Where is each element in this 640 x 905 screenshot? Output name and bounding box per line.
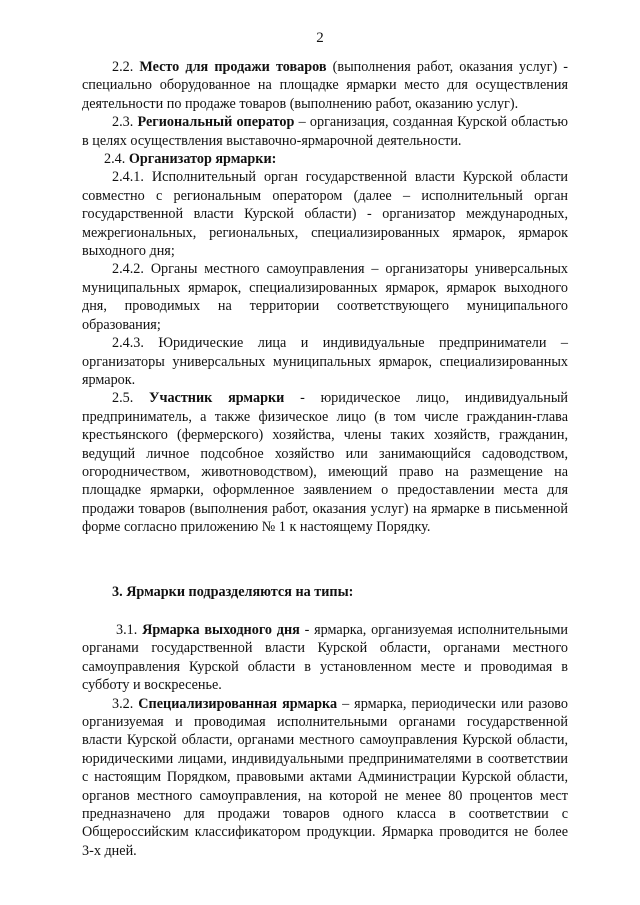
section-3-heading xyxy=(82,583,568,601)
clause-number: 2.3. xyxy=(112,114,134,131)
clause-number: 3.2. xyxy=(112,695,134,712)
clause-number: 3.1. xyxy=(116,621,138,638)
paragraph-2-4-1: 2.4.1. Исполнительный орган государственной власти Курской области совместно с региональным оператором (далее – исполнительный орган государственной власти Курской области) - организатор международных, межрегиональных, региональных, специализированных ярмарок, ярмарок выходного дня; xyxy=(82,169,568,260)
clause-number: 2.2. xyxy=(112,59,134,75)
paragraph-3-2 xyxy=(82,695,568,861)
defined-term: Специализированная ярмарка xyxy=(138,695,338,712)
clause-number: 2.4. xyxy=(104,151,126,168)
defined-term: Участник ярмарки xyxy=(149,390,285,407)
definition-text: – организация, созданная Курской областью в целях осуществления выставочно-ярмарочной деятельности. xyxy=(82,114,569,149)
definition-text: - ярмарка, организуемая исполнительными органами государственной власти Курской области, органами местного самоуправления Курской области в установленном месте и проводимая в субботу и воскресенье. xyxy=(82,621,568,694)
defined-term: Место для продажи товаров xyxy=(139,59,327,75)
paragraph-2-5 xyxy=(82,389,568,536)
paragraph-2-4 xyxy=(82,150,568,168)
defined-term: Региональный оператор xyxy=(137,114,295,131)
definition-text: (выполнения работ, оказания услуг) - специально оборудованное на площадке ярмарки место для осуществления деятельности по продаже товаров (выполнению работ, оказанию услуг). xyxy=(82,59,569,112)
paragraph-3-1 xyxy=(82,621,568,695)
document-body xyxy=(82,58,568,860)
paragraph-2-4-2: 2.4.2. Органы местного самоуправления – организаторы универсальных муниципальных ярмарок, специализированных ярмарок, ярмарок выходного дня, проводимых на территории соответствующего муниципального образования; xyxy=(82,261,568,333)
page-number: 2 xyxy=(316,30,324,46)
paragraph-2-3 xyxy=(82,113,568,150)
paragraph-2-4-3: 2.4.3. Юридические лица и индивидуальные предприниматели – организаторы универсальных муниципальных ярмарок, специализированных ярмарок. xyxy=(82,335,568,388)
section-heading-text: 3. Ярмарки подразделяются на типы: xyxy=(112,583,354,600)
defined-term: Организатор ярмарки: xyxy=(128,151,277,168)
paragraph-2-2 xyxy=(82,58,568,113)
definition-text: – ярмарка, периодически или разово организуемая и проводимая исполнительными органами государственной власти Курской области, органами местного самоуправления Курской области, юридическими лицами, индивидуальными предпринимателями в соответствии с настоящим Порядком, правовыми актами Администрации Курской области, органов местного самоуправления, на которой не менее 80 процентов мест предназначено для продажи товаров одного класса в соответствии с Общероссийским классификатором продукции. Ярмарка проводится не более 3-х дней. xyxy=(82,695,568,859)
clause-number: 2.5. xyxy=(112,390,134,407)
definition-text: - юридическое лицо, индивидуальный предприниматель, а также физическое лицо (в том числе гражданин-глава крестьянского (фермерского) хозяйства, члены таких хозяйств, гражданин, ведущий личное подсобное хозяйство или занимающийся садоводством, огородничеством, животноводством), имеющий право на размещение на площадке ярмарки, оформленное заявлением о предоставлении места для продажи товаров (выполнения работ, оказания услуг) на ярмарке в письменной форме согласно приложению № 1 к настоящему Порядку. xyxy=(82,390,568,536)
defined-term: Ярмарка выходного дня xyxy=(142,621,300,638)
